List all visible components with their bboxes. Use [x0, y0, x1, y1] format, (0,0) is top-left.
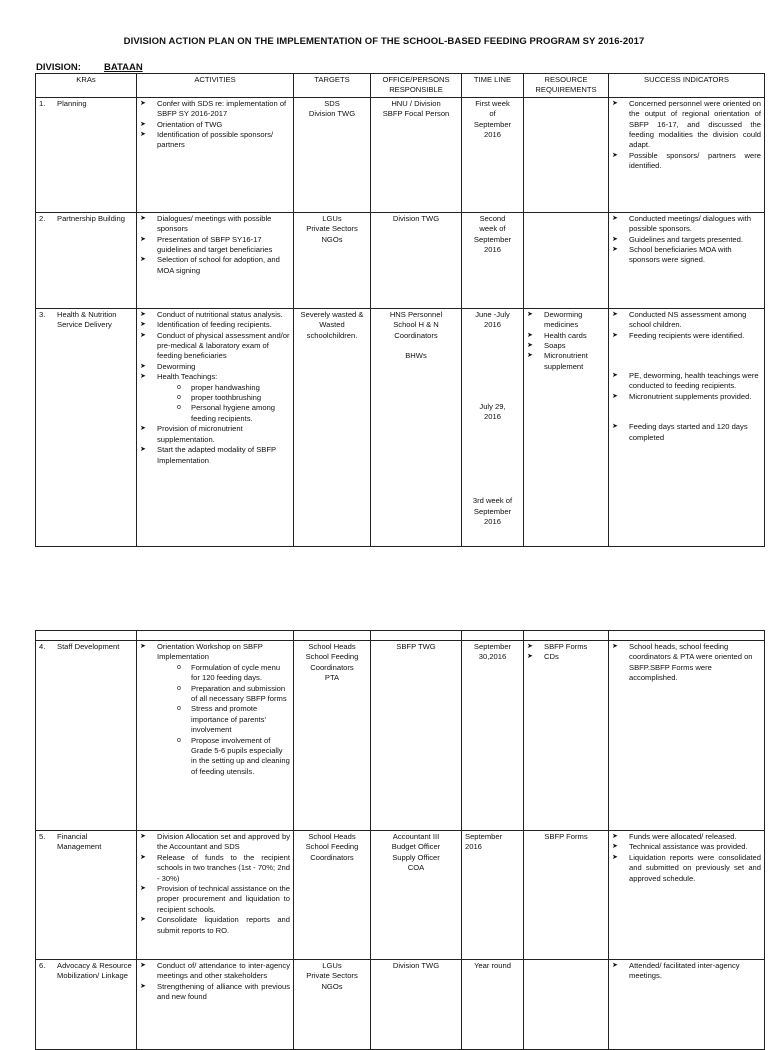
blank-header-row: [36, 631, 765, 641]
list-item: ➤ Guidelines and targets presented.: [612, 235, 761, 245]
list-item: ➤ Attended/ facilitated inter-agency meetings.: [612, 961, 761, 982]
targets-cell: [294, 960, 371, 1050]
cell-line: 2016: [484, 517, 501, 527]
timeline-cell: [462, 212, 524, 308]
kra-cell: [36, 97, 137, 212]
sub-list-item: o Personal hygiene among feeding recipients.: [177, 403, 290, 424]
kra-cell: [36, 831, 137, 960]
activities-cell: [137, 641, 294, 831]
list-item: [140, 372, 290, 424]
indicators-cell: [609, 831, 765, 960]
list-item: ➤ Feeding days started and 120 days completed: [612, 422, 761, 443]
header-row: [36, 74, 765, 98]
cell-line: School Heads: [308, 832, 356, 841]
cell-line: 30,2016: [478, 652, 507, 662]
cell-line: June -July: [475, 309, 510, 319]
office-cell: [371, 97, 462, 212]
cell-line: School Feeding: [305, 842, 359, 852]
activities-cell: [137, 212, 294, 308]
activities-cell: [137, 960, 294, 1050]
kra-number: 6.: [39, 961, 46, 970]
cell-line: Accountant III: [392, 832, 440, 841]
table-row: [36, 641, 765, 831]
list-item: ➤ Liquidation reports were consolidated and submitted on previously set and approved schedule.: [612, 853, 761, 884]
sub-list-item: o Stress and promote importance of parents' involvement: [177, 704, 290, 735]
cell-line: PTA: [324, 673, 340, 683]
list-item: ➤ Deworming medicines: [527, 310, 605, 331]
kra-label: Partnership Building: [57, 213, 125, 223]
kra-cell: [36, 641, 137, 831]
sub-list-item: o proper toothbrushing: [177, 393, 290, 403]
spacer: [39, 310, 133, 331]
resources-cell: [524, 212, 609, 308]
cell-line: SBFP Forms: [544, 832, 588, 841]
action-plan-table-page1: [35, 73, 765, 547]
cell-line: SBFP Focal Person: [382, 109, 450, 119]
cell-line: Severely wasted &: [300, 309, 364, 319]
timeline-cell: [462, 97, 524, 212]
list-item: ➤ Conduct of/ attendance to inter-agency meetings and other stakeholders: [140, 961, 290, 982]
list-item: ➤ CDs: [527, 652, 605, 662]
targets-cell: [294, 641, 371, 831]
header-activities: ACTIVITIES: [137, 74, 294, 98]
cell-line: Wasted: [319, 320, 345, 330]
kra-number: 5.: [39, 832, 46, 841]
list-item: ➤ Dialogues/ meetings with possible sponsors: [140, 214, 290, 235]
targets-cell: [294, 97, 371, 212]
list-item: ➤ Confer with SDS re: implementation of SBFP SY 2016-2017: [140, 99, 290, 120]
kra-label: Financial Management: [57, 832, 102, 852]
cell-line: September: [465, 832, 503, 841]
cell-line: Year round: [474, 961, 511, 970]
activities-cell: [137, 308, 294, 546]
cell-line: Division TWG: [392, 213, 440, 223]
cell-line: SDS: [324, 98, 340, 108]
spacer: [39, 961, 133, 982]
division-value: BATAAN: [104, 62, 143, 73]
cell-line: Coordinators: [394, 330, 438, 340]
indicators-cell: [609, 641, 765, 831]
office-cell: [371, 960, 462, 1050]
cell-line: HNU / Division: [391, 98, 441, 108]
timeline-cell: [462, 831, 524, 960]
spacer: [39, 832, 133, 853]
cell-line: September: [473, 119, 512, 129]
header-targets: TARGETS: [294, 74, 371, 98]
list-item: ➤ PE, deworming, health teachings were conducted to feeding recipients.: [612, 371, 761, 392]
header-office: OFFICE/PERSONS RESPONSIBLE: [371, 74, 462, 98]
cell-line: Second: [479, 213, 506, 223]
list-item: ➤ Conduct of physical assessment and/or pre-medical & laboratory exam of feeding beneficiaries: [140, 331, 290, 362]
resources-cell: [524, 960, 609, 1050]
list-item: ➤ Conducted NS assessment among school children.: [612, 310, 761, 331]
cell-line: 2016: [484, 130, 501, 140]
division-label: DIVISION:: [36, 62, 81, 73]
spacer: [465, 331, 520, 402]
office-cell: [371, 308, 462, 546]
list-item-text: Orientation Workshop on SBFP Implementation: [157, 642, 263, 662]
resources-cell: [524, 97, 609, 212]
cell-line: Division TWG: [392, 961, 440, 970]
kra-number: 2.: [39, 213, 46, 223]
kra-number: 1.: [39, 98, 46, 108]
cell-line: schoolchildren.: [306, 330, 358, 340]
cell-line: Supply Officer: [392, 852, 440, 862]
cell-line: September: [473, 506, 512, 516]
cell-line: Coordinators: [310, 852, 354, 862]
timeline-cell: [462, 641, 524, 831]
kra-label: Staff Development: [57, 642, 120, 651]
cell-line: 2016: [484, 245, 501, 255]
resources-cell: [524, 831, 609, 960]
cell-line: Private Sectors: [306, 224, 358, 234]
cell-line: LGUs: [322, 961, 342, 970]
spacer: [465, 422, 520, 496]
kra-cell: [36, 308, 137, 546]
list-item: ➤ Selection of school for adoption, and MOA signing: [140, 255, 290, 276]
cell-line: 2016: [484, 412, 501, 422]
spacer: [39, 214, 133, 224]
table-row: [36, 97, 765, 212]
list-item: ➤ Micronutrient supplement: [527, 351, 605, 372]
list-item: ➤ Concerned personnel were oriented on the output of regional orientation of SBFP 16-17, and discussed the feeding modalities the division could adapt.: [612, 99, 761, 151]
list-item: ➤ Identification of possible sponsors/ partners: [140, 130, 290, 151]
kra-number: 4.: [39, 642, 46, 651]
list-item: ➤ Funds were allocated/ released.: [612, 832, 761, 842]
list-item: ➤ Health cards: [527, 331, 605, 341]
spacer: [612, 341, 761, 371]
sub-list-item: o Preparation and submission of all necessary SBFP forms: [177, 684, 290, 705]
indicators-cell: [609, 308, 765, 546]
kra-cell: [36, 960, 137, 1050]
activities-cell: [137, 97, 294, 212]
list-item: ➤ Presentation of SBFP SY16-17 guidelines and target beneficiaries: [140, 235, 290, 256]
action-plan-table-page2: [35, 630, 765, 1050]
kra-number: 3.: [39, 309, 46, 319]
list-item: ➤ Start the adapted modality of SBFP Implementation: [140, 445, 290, 466]
list-item: ➤ Release of funds to the recipient schools in two tranches (1st - 70%; 2nd - 30%): [140, 853, 290, 884]
cell-line: NGOs: [321, 981, 343, 991]
cell-line: July 29,: [479, 401, 506, 411]
kra-cell: [36, 212, 137, 308]
list-item: ➤ Technical assistance was provided.: [612, 842, 761, 852]
office-cell: [371, 831, 462, 960]
kra-label: Health & Nutrition Service Delivery: [57, 309, 117, 330]
list-item: ➤ Provision of micronutrient supplementation.: [140, 424, 290, 445]
header-kras: KRAs: [36, 74, 137, 98]
office-cell: [371, 641, 462, 831]
kra-label: Advocacy & Resource Mobilization/ Linkage: [57, 961, 132, 981]
indicators-cell: [609, 212, 765, 308]
spacer: [612, 402, 761, 422]
list-item: ➤ Possible sponsors/ partners were identified.: [612, 151, 761, 172]
cell-line: BHWs: [405, 351, 427, 361]
list-item: ➤ Soaps: [527, 341, 605, 351]
cell-line: Budget Officer: [391, 842, 441, 852]
cell-line: SBFP TWG: [396, 642, 436, 651]
list-item: ➤ Orientation of TWG: [140, 120, 290, 130]
table-row: [36, 212, 765, 308]
list-item: ➤ SBFP Forms: [527, 642, 605, 652]
header-resources: RESOURCE REQUIREMENTS: [524, 74, 609, 98]
cell-line: of: [489, 109, 496, 119]
office-cell: [371, 212, 462, 308]
cell-line: School Heads: [308, 642, 356, 651]
cell-line: HNS Personnel: [389, 309, 443, 319]
list-item: ➤ Feeding recipients were identified.: [612, 331, 761, 341]
cell-line: Division TWG: [308, 109, 356, 119]
indicators-cell: [609, 960, 765, 1050]
list-item: ➤ Identification of feeding recipients.: [140, 320, 290, 330]
table-row: [36, 308, 765, 546]
targets-cell: [294, 831, 371, 960]
timeline-cell: [462, 960, 524, 1050]
list-item: ➤ Consolidate liquidation reports and submit reports to RO.: [140, 915, 290, 936]
cell-line: LGUs: [322, 213, 342, 223]
timeline-cell: [462, 308, 524, 546]
cell-line: Coordinators: [310, 662, 354, 672]
targets-cell: [294, 308, 371, 546]
cell-line: September: [473, 642, 512, 651]
cell-line: week of: [479, 224, 506, 234]
activities-cell: [137, 831, 294, 960]
sub-list-item: o proper handwashing: [177, 383, 290, 393]
targets-cell: [294, 212, 371, 308]
header-timeline: TIME LINE: [462, 74, 524, 98]
list-item: ➤ School beneficiaries MOA with sponsors were signed.: [612, 245, 761, 266]
indicators-cell: [609, 97, 765, 212]
list-item: ➤ Conducted meetings/ dialogues with possible sponsors.: [612, 214, 761, 235]
list-item-text: Health Teachings:: [157, 372, 218, 382]
resources-cell: [524, 641, 609, 831]
list-item: [140, 642, 290, 777]
kra-label: Planning: [57, 98, 87, 108]
list-item: ➤ Conduct of nutritional status analysis.: [140, 310, 290, 320]
spacer: [39, 99, 133, 109]
division-line: [36, 62, 143, 73]
header-indicators: SUCCESS INDICATORS: [609, 74, 765, 98]
list-item: ➤ Micronutrient supplements provided.: [612, 392, 761, 402]
cell-line: COA: [407, 863, 425, 873]
cell-line: 2016: [465, 842, 482, 852]
cell-line: First week: [475, 98, 510, 108]
cell-line: 2016: [484, 320, 501, 330]
cell-line: Private Sectors: [306, 971, 358, 981]
cell-line: 3rd week of: [472, 496, 513, 506]
sub-list-item: o Formulation of cycle menu for 120 feeding days.: [177, 663, 290, 684]
table-row: [36, 831, 765, 960]
resources-cell: [524, 308, 609, 546]
list-item: ➤ Division Allocation set and approved by the Accountant and SDS: [140, 832, 290, 853]
table-row: [36, 960, 765, 1050]
document-title: DIVISION ACTION PLAN ON THE IMPLEMENTATION OF THE SCHOOL-BASED FEEDING PROGRAM SY 2016-2017: [123, 36, 645, 47]
cell-line: NGOs: [321, 234, 343, 244]
sub-list-item: o Propose involvement of Grade 5-6 pupils especially in the setting up and cleaning of feeding utensils.: [177, 736, 290, 778]
spacer: [39, 642, 133, 652]
cell-line: School Feeding: [305, 652, 359, 662]
cell-line: School H & N: [393, 320, 439, 330]
list-item: ➤ Strengthening of alliance with previous and new found: [140, 982, 290, 1003]
cell-line: September: [473, 234, 512, 244]
spacer: [374, 341, 458, 351]
list-item: ➤ School heads, school feeding coordinators & PTA were oriented on SBFP.SBFP Forms were accomplished.: [612, 642, 761, 684]
list-item: ➤ Deworming: [140, 362, 290, 372]
list-item: ➤ Provision of technical assistance on the proper procurement and liquidation to recipient schools.: [140, 884, 290, 915]
